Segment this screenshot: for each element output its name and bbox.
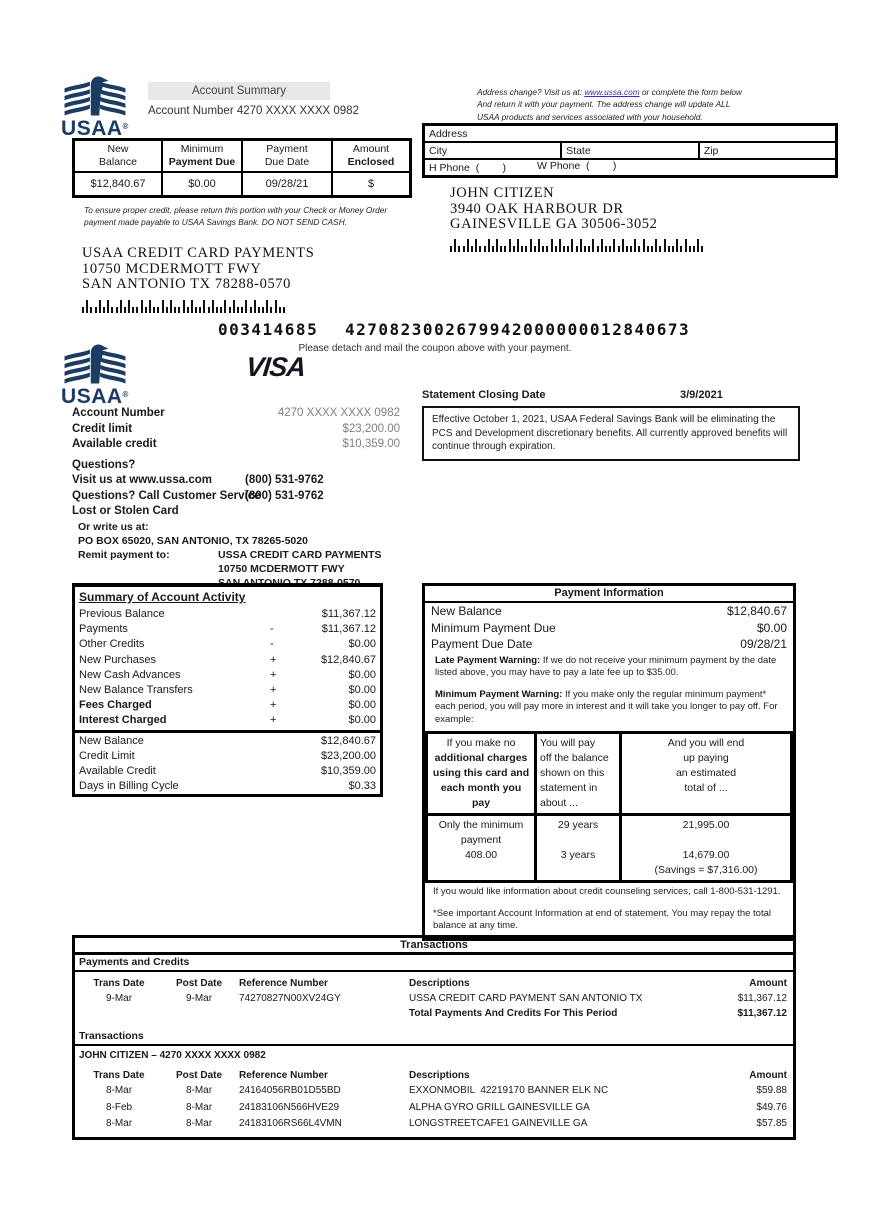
example-col1-header: If you make no additional charges using this card and each month you pay [427, 733, 536, 815]
questions-label: Questions? [72, 458, 136, 471]
transaction-row: 8-Mar 8-Mar 24164056RB01D55BD EXXONMOBIL 42219170 BANNER ELK NC $59.88 [105, 1085, 787, 1096]
remit-address: USSA CREDIT CARD PAYMENTS 10750 MCDERMOTT FWY SAN ANTONIO TX 7288-0570 [218, 548, 382, 589]
phone-fields[interactable] [424, 159, 837, 177]
transaction-row: 8-Feb 8-Mar 24183106N566HVE29 ALPHA GYRO GRILL GAINESVILLE GA $49.76 [105, 1101, 787, 1113]
usaa-eagle-icon [58, 74, 132, 118]
summary-row: New Balance Transfers + $0.00 [79, 684, 376, 697]
customer-service-label: Questions? Call Customer Service [72, 489, 261, 502]
available-credit-row [72, 437, 400, 453]
account-info-block [72, 406, 400, 589]
transaction-rows [75, 1083, 793, 1137]
example-row-payment: Only the minimum payment 408.00 [427, 815, 536, 882]
summary-divider [75, 730, 380, 733]
micr-account-number: 4270823002679942000000012840673 [345, 320, 691, 339]
payment-row: 9-Mar 9-Mar 74270827N00XV24GY USSA CREDIT CARD PAYMENT SAN ANTONIO TX $11,367.12 [105, 993, 787, 1004]
summary-total-row: New Balance $12,840.67 [79, 734, 376, 747]
summary-total-row: Days in Billing Cycle $0.33 [79, 780, 376, 793]
ensure-credit-line2: payment made payable to USAA Savings Bank. DO NOT SEND CASH. [84, 217, 347, 228]
payments-header-row: Trans Date Post Date Reference Number Descriptions Amount [93, 978, 787, 989]
account-number-value: 4270 XXXX XXXX 0982 [277, 407, 400, 419]
address-change-line2: And return it with your payment. The address change will update ALL [477, 99, 731, 110]
postnet-barcode-recipient [450, 234, 705, 248]
example-col3-header: And you will end up paying an estimated total of ... [621, 733, 792, 815]
payment-coupon-table [72, 138, 412, 198]
usaa-wordmark: USAA® [61, 117, 129, 140]
address-change-line3: USAA products and services associated with your household. [477, 111, 703, 122]
col-min-payment-due: Minimum Payment Due [162, 140, 242, 173]
transaction-row: 8-Mar 8-Mar 24183106RS66L4VMN LONGSTREETCAFE1 GAINEVILLE GA $57.85 [105, 1118, 787, 1129]
summary-row: Other Credits - $0.00 [79, 638, 376, 651]
address-change-form [422, 123, 838, 178]
new-balance-value: $12,840.67 [74, 172, 163, 197]
available-credit-label: Available credit [72, 438, 157, 450]
summary-row: New Purchases + $12,840.67 [79, 653, 376, 666]
example-col2-header: You will pay off the balance shown on this statement in about ... [536, 733, 621, 815]
state-field[interactable]: State [561, 142, 699, 159]
lost-card-label: Lost or Stolen Card [72, 505, 179, 517]
usaa-eagle-icon [58, 342, 132, 386]
col-amount-enclosed: Amount Enclosed [332, 140, 411, 173]
visit-phone: (800) 531-9762 [245, 474, 324, 486]
micr-check-number: 003414685 [218, 320, 319, 339]
payments-total-row: Total Payments And Credits For This Period $11,367.12 [409, 1008, 787, 1019]
payment-info-title: Payment Information [425, 586, 793, 603]
coupon-account-number: Account Number 4270 XXXX XXXX 0982 [148, 105, 359, 117]
ensure-credit-note [84, 204, 414, 229]
usaa-wordmark: USAA® [61, 385, 129, 408]
col-payment-due-date: Payment Due Date [242, 140, 332, 173]
pi-new-balance-row: New Balance $12,840.67 [431, 604, 787, 618]
summary-row: Previous Balance $11,367.12 [79, 608, 376, 620]
lost-card-row [72, 504, 400, 520]
usaa-logo-statement [58, 342, 132, 406]
col-new-balance: New Balance [74, 140, 163, 173]
account-info-footnote: *See important Account Information at end of statement. You may repay the total balance at any time. [433, 907, 771, 931]
visa-logo: VISA [244, 352, 307, 382]
detach-instruction: Please detach and mail the coupon above with your payment. [298, 343, 572, 354]
h-phone-field[interactable]: H Phone ( ) [429, 161, 507, 174]
summary-of-account-activity [72, 583, 383, 797]
payment-info-notes [425, 883, 793, 938]
write-us-row [78, 520, 400, 534]
closing-date-label: Statement Closing Date [422, 389, 546, 401]
remit-label: Remit payment to: [78, 548, 170, 561]
payment-due-date-value: 09/28/21 [242, 172, 332, 197]
payee-address: USAA CREDIT CARD PAYMENTS 10750 MCDERMOTT FWY SAN ANTONIO TX 78288-0570 [82, 245, 315, 292]
credit-limit-value: $23,200.00 [342, 422, 400, 435]
transactions-section [72, 935, 796, 1140]
questions-row [72, 458, 400, 474]
minimum-payment-warning: Minimum Payment Warning: If you make only the regular minimum payment* each period, you will pay more in interest and it will take you longer to pay off. For example: [435, 688, 778, 725]
zip-field[interactable]: Zip [699, 142, 837, 159]
credit-counseling-note: If you would like information about credit counseling services, call 1-800-531-1291. [433, 886, 781, 898]
transactions-header-row: Trans Date Post Date Reference Number Descriptions Amount [93, 1070, 787, 1081]
statement-closing-row [422, 389, 798, 401]
usaa-logo [58, 74, 132, 138]
customer-service-row [72, 489, 400, 505]
postnet-barcode-payee [82, 295, 287, 309]
amount-enclosed-field[interactable]: $ [332, 172, 411, 197]
summary-total-row: Available Credit $10,359.00 [79, 765, 376, 778]
remit-row [78, 548, 400, 589]
visit-row [72, 473, 400, 489]
summary-row: New Cash Advances + $0.00 [79, 668, 376, 681]
summary-total-row: Credit Limit $23,200.00 [79, 749, 376, 762]
cardholder-line: JOHN CITIZEN – 4270 XXXX XXXX 0982 [79, 1050, 266, 1061]
w-phone-field[interactable]: W Phone ( ) [537, 160, 617, 172]
address-field[interactable]: Address [424, 125, 837, 143]
credit-limit-label: Credit limit [72, 422, 133, 435]
pi-due-date-row: Payment Due Date 09/28/21 [431, 637, 787, 651]
account-number-label: Account Number [72, 407, 165, 419]
account-number-row [72, 406, 400, 422]
recipient-address: JOHN CITIZEN 3940 OAK HARBOUR DR GAINESVILLE GA 30506-3052 [450, 185, 658, 232]
summary-row-interest: Interest Charged + $0.00 [79, 714, 376, 727]
minimum-payment-example-table [425, 731, 793, 883]
closing-date-value: 3/9/2021 [680, 389, 723, 401]
summary-row-fees: Fees Charged + $0.00 [79, 699, 376, 712]
customer-service-phone: (800) 531-9762 [245, 489, 324, 502]
ussa-link[interactable]: www.ussa.com [584, 87, 640, 97]
address-change-post: or complete the form below [639, 87, 743, 97]
example-row-years: 29 years 3 years [536, 815, 621, 882]
example-row-totals: 21,995.00 14,679.00 (Savings = $7,316.00) [621, 815, 792, 882]
visit-website-link[interactable]: Visit us at www.ussa.com [72, 474, 212, 486]
address-change-pre: Address change? Visit us at: [477, 87, 585, 97]
summary-row: Payments - $11,367.12 [79, 623, 376, 636]
city-field[interactable]: City [424, 142, 562, 159]
transactions-subheading: Transactions [75, 1029, 793, 1046]
min-payment-due-value: $0.00 [162, 172, 242, 197]
write-us-label: Or write us at: [78, 520, 149, 533]
available-credit-value: $10,359.00 [342, 438, 400, 450]
payment-information [422, 583, 796, 941]
payments-credits-heading: Payments and Credits [75, 955, 793, 972]
benefits-notice: Effective October 1, 2021, USAA Federal Savings Bank will be eliminating the PCS and Development discretionary benefits. All currently approved benefits will continue through expiration. [422, 406, 800, 461]
ensure-credit-line1: To ensure proper credit, please return this portion with your Check or Money Order [84, 205, 388, 215]
summary-title: Summary of Account Activity [79, 590, 246, 604]
credit-limit-row [72, 422, 400, 438]
address-change-note [477, 86, 829, 123]
pi-min-due-row: Minimum Payment Due $0.00 [431, 620, 787, 635]
account-summary-title: Account Summary [148, 82, 330, 100]
po-box-row [78, 534, 400, 548]
transactions-title: Transactions [75, 938, 793, 955]
po-box-value: PO BOX 65020, SAN ANTONIO, TX 78265-5020 [78, 534, 308, 547]
late-payment-warning: Late Payment Warning: If we do not receive your minimum payment by the date listed above, you may have to pay a late fee up to $35.00. [435, 654, 777, 679]
